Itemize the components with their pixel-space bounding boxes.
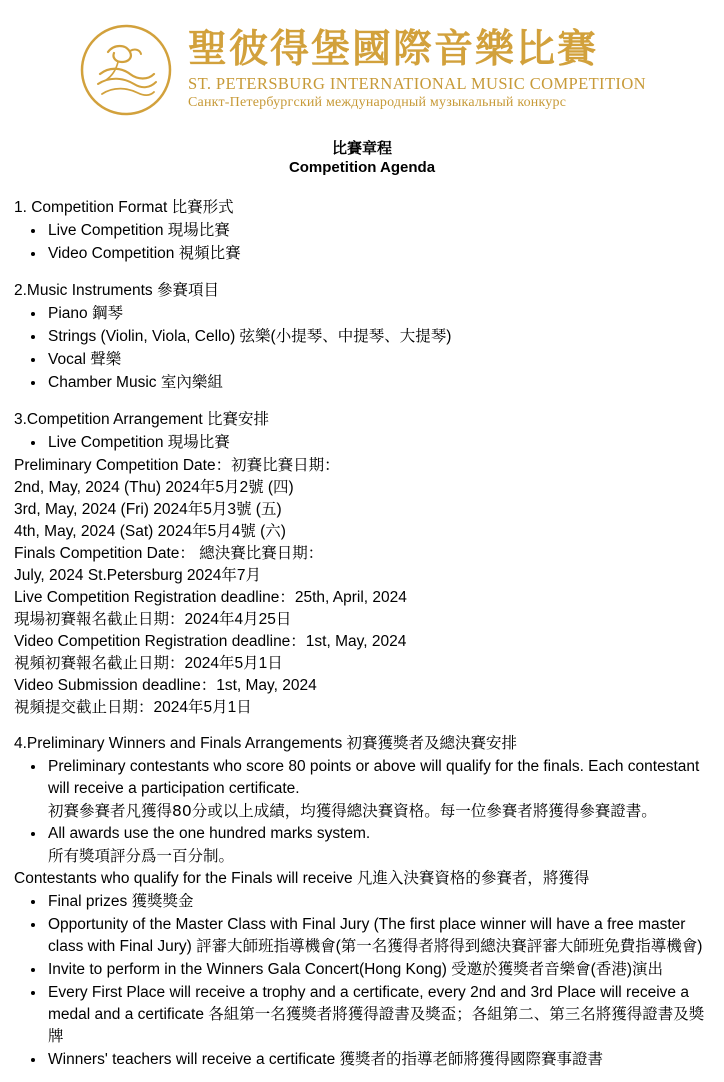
logo-russian-name: Санкт-Петербургский международный музыкальный конкурс [188,95,567,111]
competition-logo-header [10,18,714,128]
list-item [46,823,710,867]
logo-english-name: ST. PETERSBURG INTERNATIONAL MUSIC COMPETITION [188,73,646,93]
page-title-english: Competition Agenda [288,159,436,177]
globe-swan-logo-icon [78,22,174,118]
section-heading-arrangement: 3.Competition Arrangement 比賽安排 [14,410,269,428]
spacer [14,266,710,280]
arrangement-line: 現場初賽報名截止日期：2024年4月25日 [14,610,292,628]
section-heading-winners: 4.Preliminary Winners and Finals Arrangements 初賽獲獎者及總決賽安排 [14,734,518,752]
list-item: • Every First Place will receive a trophy and a certificate, every 2nd and 3rd Place will receive a medal and a certificate 各組第一名獲獎者將獲得證書及獎盃；各組第二、第三名將獲得證書及獎牌 [46,982,710,1048]
format-list [14,220,710,265]
list-item-text: Preliminary contestants who score 80 points or above will qualify for the finals. Each contestant will receive a participation certificate. [48,757,700,797]
arrangement-line: Video Competition Registration deadline：1st, May, 2024 [14,632,407,650]
arrangement-line: 視頻初賽報名截止日期：2024年5月1日 [14,654,283,672]
arrangement-line: 3rd, May, 2024 (Fri) 2024年5月3號 (五) [14,500,282,518]
list-item: • Final prizes 獲獎獎金 [46,891,710,913]
arrangement-line: Finals Competition Date： 總決賽比賽日期： [14,544,324,562]
list-item: • Strings (Violin, Viola, Cello) 弦樂(小提琴、中提琴、大提琴) [46,326,710,348]
arrangement-line: July, 2024 St.Petersburg 2024年7月 [14,566,261,584]
section-heading-instruments: 2.Music Instruments 參賽項目 [14,281,219,299]
list-item: • Live Competition 現場比賽 [46,432,710,454]
spacer [14,719,710,733]
arrangement-line: 4th, May, 2024 (Sat) 2024年5月4號 (六) [14,522,286,540]
list-item: • Vocal 聲樂 [46,349,710,371]
list-item: • Chamber Music 室內樂組 [46,372,710,394]
logo-chinese-name: 聖彼得堡國際音樂比賽 [188,26,599,72]
document-body [10,197,714,1071]
arrangement-list [14,432,710,454]
instruments-list [14,303,710,394]
list-item: • Piano 鋼琴 [46,303,710,325]
logo-wordmark [188,26,646,111]
qualify-line: Contestants who qualify for the Finals will receive 凡進入決賽資格的參賽者，將獲得 [14,869,590,887]
list-item: • Video Competition 視頻比賽 [46,243,710,265]
list-item: • Winners' teachers will receive a certificate 獲獎者的指導老師將獲得國際賽事證書 [46,1049,710,1071]
arrangement-line: Live Competition Registration deadline：25th, April, 2024 [14,588,407,606]
arrangement-line: Video Submission deadline：1st, May, 2024 [14,676,317,694]
list-item-note: 初賽參賽者凡獲得80分或以上成績，均獲得總決賽資格。每一位參賽者將獲得參賽證書。 [48,801,657,820]
arrangement-line: Preliminary Competition Date：初賽比賽日期： [14,456,340,474]
prizes-list [14,891,710,1071]
list-item [46,756,710,822]
arrangement-line: 視頻提交截止日期：2024年5月1日 [14,698,252,716]
list-item: • Live Competition 現場比賽 [46,220,710,242]
spacer [14,395,710,409]
arrangement-line: 2nd, May, 2024 (Thu) 2024年5月2號 (四) [14,478,294,496]
page-title-chinese: 比賽章程 [331,139,392,157]
list-item: • Opportunity of the Master Class with Final Jury (The first place winner will have a free master class with Final Jury) 評審大師班指導機會(第一名獲得者將得到總決賽評審大師班免費指導機會) [46,914,710,958]
list-item-text: All awards use the one hundred marks system. [48,824,371,842]
winners-criteria-list [14,756,710,867]
section-heading-format: 1. Competition Format 比賽形式 [14,198,234,216]
list-item: • Invite to perform in the Winners Gala Concert(Hong Kong) 受邀於獲獎者音樂會(香港)演出 [46,959,710,981]
page-title [10,138,714,179]
list-item-note: 所有獎項評分爲一百分制。 [48,846,235,865]
